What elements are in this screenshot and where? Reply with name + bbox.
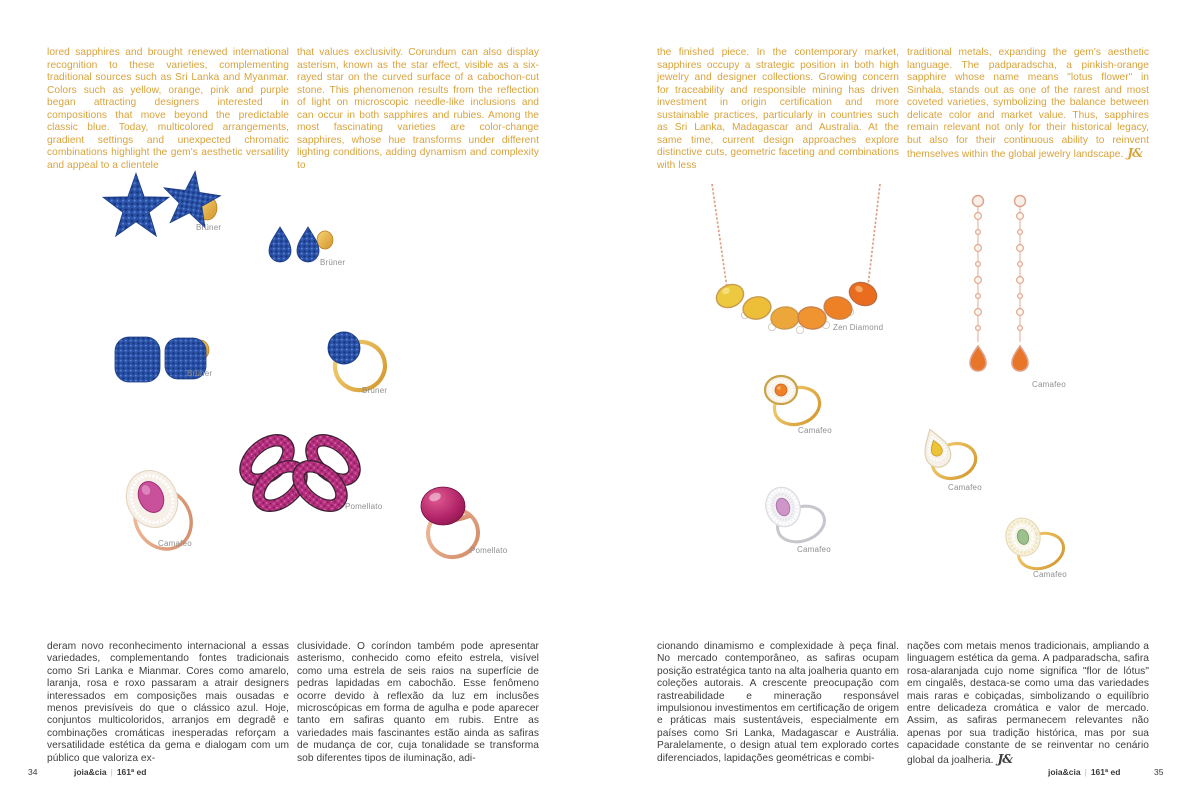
- footer-separator: |: [110, 767, 113, 777]
- article-pt-column-1: deram novo reconhecimento internacional a essas variedades, complementando fontes tradicionais como Sri Lanka e Mianmar. Cores como amarelo, laranja, rosa e roxo passaram a atrair designers interessados em composições mais ousadas e menos previsíveis do que o clássico azul. Hoje, conjuntos multicoloridos, arranjos em degradê e combinações cromáticas inesperadas reforçam a versatilidade estética da gema e dialogam com um público que valoriza ex-: [47, 641, 289, 764]
- article-pt-column-2: clusividade. O coríndon também pode apresentar asterismo, conhecido como efeito estrela, visível como uma estrela de seis raios na superfície de pedras lapidadas em cabochão. Esse fenômeno ocorre devido à reflexão da luz em inclusões microscópicas em forma de agulha e pode aparecer tanto em safiras quanto em rubis. Entre as variedades mais fascinantes estão ainda as safiras de mudança de cor, cuja tonalidade se transforma sob diferentes tipos de iluminação, adi-: [297, 641, 539, 764]
- brand-label: Brüner: [362, 386, 388, 395]
- brand-label: Camafeo: [1033, 570, 1067, 579]
- cabochon-ring-image: [413, 483, 503, 571]
- footer-separator: |: [1084, 767, 1087, 777]
- edition-number: 161ª ed: [1090, 767, 1121, 777]
- page-number-left: 34: [28, 767, 38, 777]
- product-gradient-sapphire-necklace: [695, 182, 895, 340]
- product-orange-sapphire-gold-ring: [755, 368, 833, 438]
- brand-label: Brüner: [187, 369, 213, 378]
- magazine-end-mark-icon: J&: [997, 751, 1013, 766]
- product-pink-pave-loop-earrings: [225, 432, 383, 524]
- article-en-column-2: that values exclusivity. Corundum can also display asterism, known as the star effect, visible as a six-rayed star on the curved surface of a cabochon-cut stone. This phenomenon results from the reflection of light on microscopic needle-like inclusions and can occur in both sapphires and rubies. Among the most fascinating varieties are color-change sapphires, whose hue transforms under different lighting conditions, adding dynamism and complexity to: [297, 47, 539, 171]
- product-pink-cabochon-ring: [413, 483, 508, 571]
- article-pt-column-3: cionando dinamismo e complexidade à peça final. No mercado contemporâneo, as safiras ocupam posição estratégica tanto na alta joalheria quanto em coleções autorais. A crescente preocupação com rastreabilidade e mineração responsável impulsionou investimentos em certificação de origem e práticas mais sustentáveis, especialmente em países como Sri Lanka, Madagascar e Austrália. Paralelamente, o design atual tem explorado cortes diferenciados, lapidações geométricas e combi-: [657, 641, 899, 764]
- teardrop-earrings-image: [262, 218, 347, 276]
- brand-label: Pomellato: [345, 502, 383, 511]
- drop-earrings-image: [950, 190, 1045, 392]
- article-en-column-3: the finished piece. In the contemporary market, sapphires occupy a strategic position in both high jewelry and designer collections. Growing concern for traceability and responsible mining has driven investment in origin certification and more sustainable practices, particularly in countries such as Sri Lanka, Madagascar and Australia. At the same time, current design approaches explore distinctive cuts, geometric faceting and combinations with less: [657, 47, 899, 171]
- magazine-end-mark-icon: J&: [1127, 146, 1142, 161]
- article-en-column-4: traditional metals, expanding the gem's aesthetic language. The padparadscha, a pinkish-orange sapphire whose name means "lotus flower" in Sinhala, stands out as one of the rarest and most coveted varieties, symbolizing the balance between delicate color and market value. Thus, sapphires remain relevant not only for their historical legacy, but also for their continuous ability to reinvent themselves within the global jewelry landscape. J&: [907, 47, 1149, 161]
- necklace-image: [695, 182, 895, 340]
- cushion-earrings-image: [112, 332, 222, 388]
- edition-number: 161ª ed: [116, 767, 147, 777]
- product-cushion-pave-earrings: [112, 332, 222, 388]
- brand-label: Brüner: [196, 223, 222, 232]
- brand-label: Zen Diamond: [833, 323, 884, 332]
- star-earrings-image: [100, 168, 230, 248]
- silver-pink-ring-image: [755, 481, 837, 555]
- footer-left: [74, 767, 146, 777]
- article-pt-column-4: nações com metais menos tradicionais, ampliando a linguagem estética da gema. A padparadscha, safira rosa-alaranjada cujo nome significa "flor de lótus" em cingalês, destaca-se como uma das variedades mais raras e cobiçadas, simbolizando o equilíbrio entre delicadeza cromática e valor de mercado. Assim, as safiras permanecem relevantes não apenas por sua tradição histórica, mas por sua capacidade constante de se reinventar no cenário global da joalheria. J&: [907, 641, 1149, 766]
- footer-right: [1048, 767, 1120, 777]
- product-yellow-pear-sapphire-ring: [910, 423, 988, 493]
- magazine-name: joia&cia: [1048, 767, 1081, 777]
- product-star-pave-earrings: [100, 168, 230, 248]
- brand-label: Camafeo: [1032, 380, 1066, 389]
- article-en-column-1: lored sapphires and brought renewed international recognition to these varieties, complementing traditional sources such as Sri Lanka and Myanmar. Colors such as yellow, orange, pink and purple began attracting designers interested in compositions that move beyond the predictable classic blue. Today, multicolored arrangements, gradient settings and unexpected chromatic combinations highlight the gem's aesthetic versatility and appeal to a clientele: [47, 47, 289, 171]
- product-lilac-sapphire-silver-ring: [755, 481, 837, 555]
- product-diamond-drop-earrings: [950, 190, 1066, 392]
- product-pave-ball-ring: [318, 326, 398, 398]
- brand-label: Camafeo: [798, 426, 832, 435]
- magazine-name: joia&cia: [74, 767, 107, 777]
- brand-label: Camafeo: [948, 483, 982, 492]
- brand-label: Camafeo: [797, 545, 831, 554]
- product-teardrop-pave-earrings: [262, 218, 347, 276]
- brand-label: Brüner: [320, 258, 346, 267]
- product-green-sapphire-cluster-ring: [995, 510, 1073, 582]
- product-pink-sapphire-halo-ring: [115, 463, 210, 558]
- brand-label: Pomellato: [470, 546, 508, 555]
- brand-label: Camafeo: [158, 539, 192, 548]
- page-number-right: 35: [1154, 767, 1164, 777]
